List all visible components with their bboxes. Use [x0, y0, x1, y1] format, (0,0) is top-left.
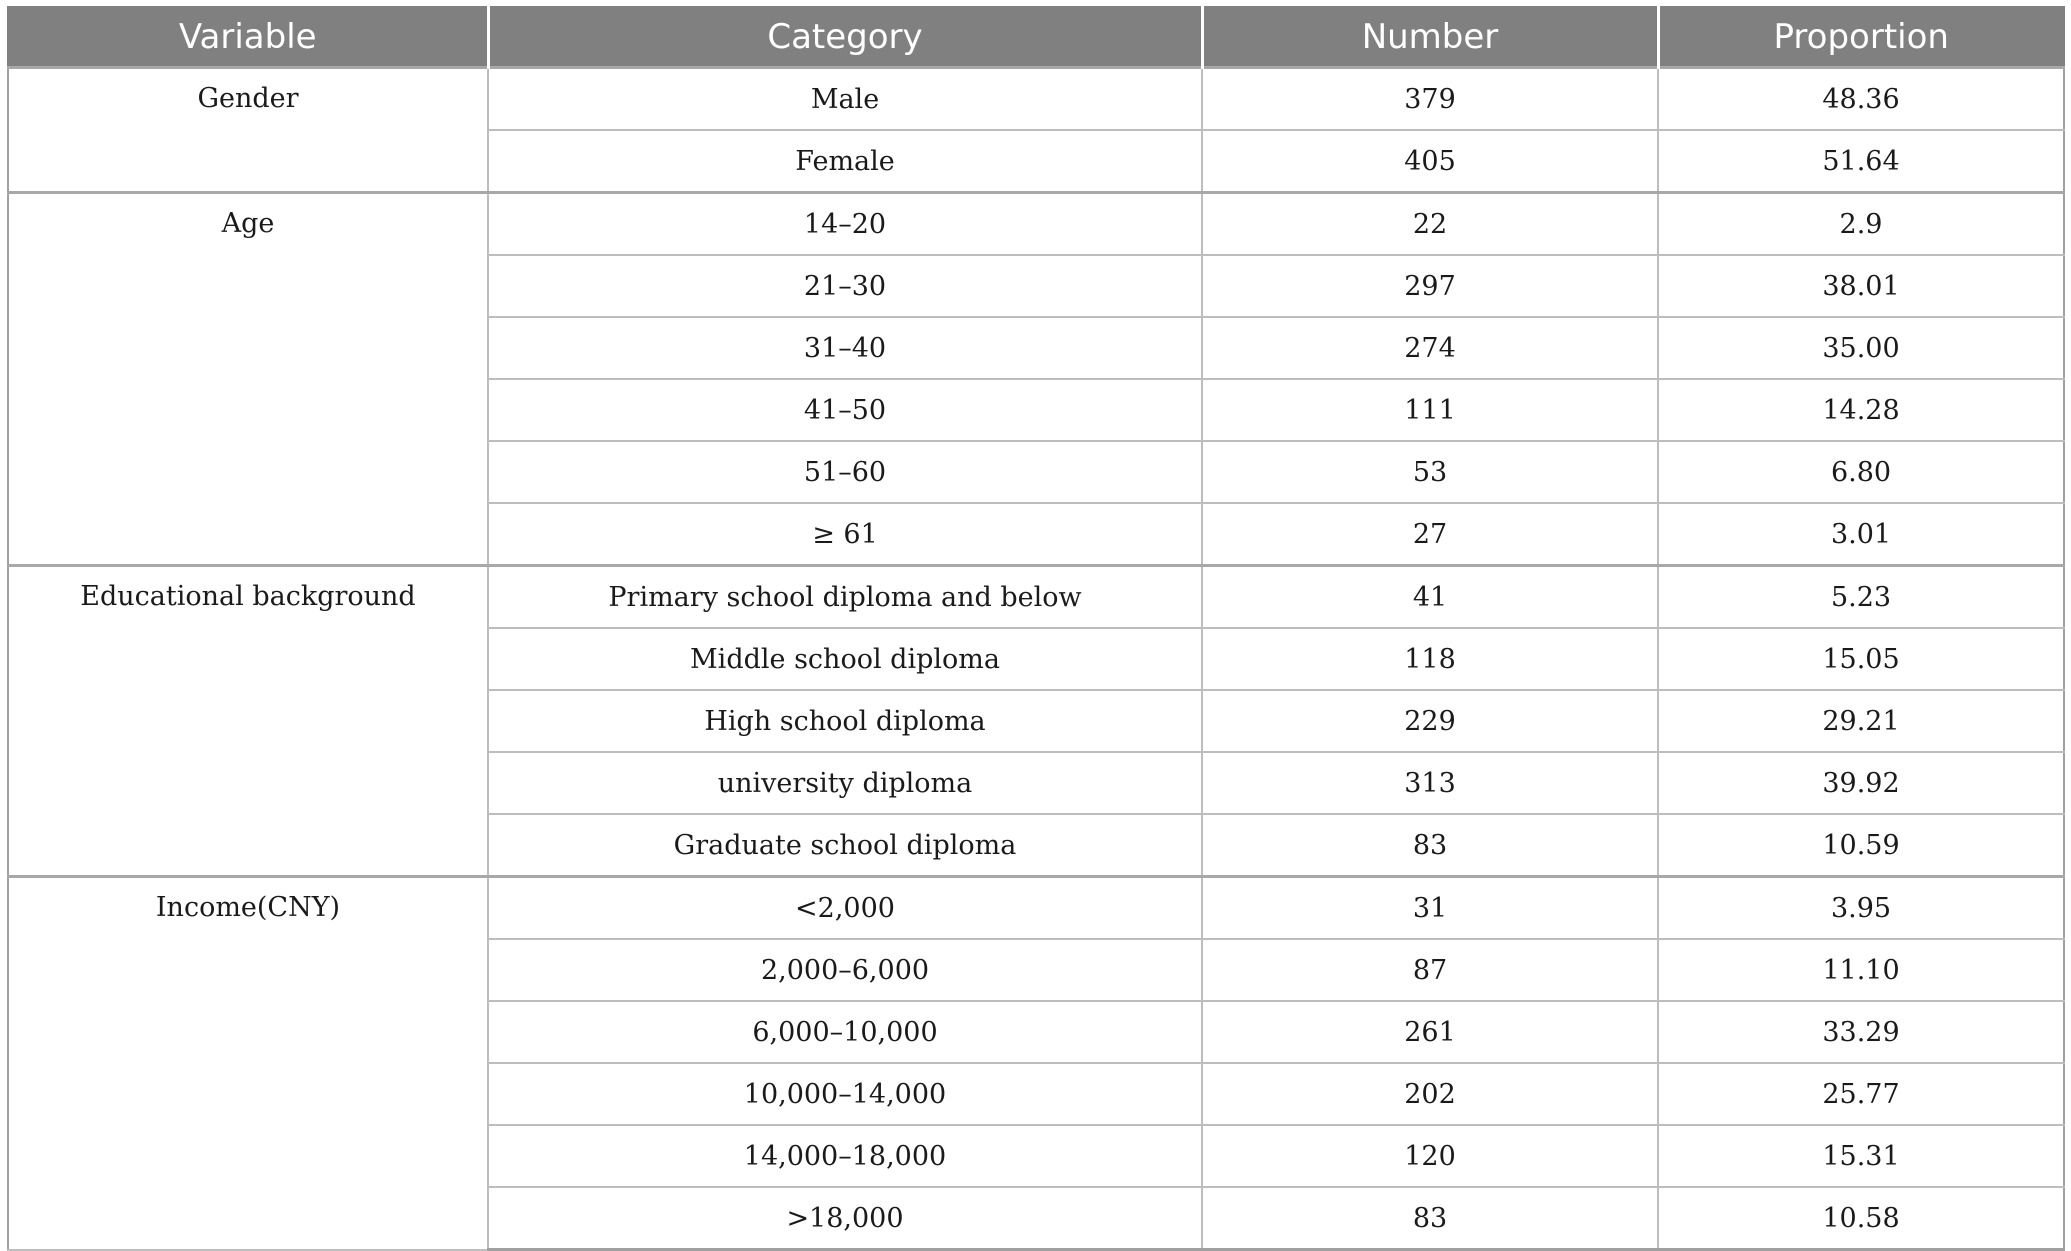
category-cell: ≥ 61: [488, 503, 1202, 566]
number-cell: 313: [1202, 752, 1658, 814]
number-cell: 53: [1202, 441, 1658, 503]
category-cell: 31–40: [488, 317, 1202, 379]
category-cell: 41–50: [488, 379, 1202, 441]
variable-cell-education: Educational background: [8, 566, 488, 877]
category-cell: university diploma: [488, 752, 1202, 814]
demographics-table-container: [7, 6, 2063, 1251]
number-cell: 118: [1202, 628, 1658, 690]
number-cell: 111: [1202, 379, 1658, 441]
category-cell: Middle school diploma: [488, 628, 1202, 690]
number-cell: 120: [1202, 1125, 1658, 1187]
number-cell: 27: [1202, 503, 1658, 566]
variable-cell-income: Income(CNY): [8, 877, 488, 1250]
proportion-cell: 48.36: [1658, 68, 2064, 131]
category-cell: 10,000–14,000: [488, 1063, 1202, 1125]
proportion-cell: 33.29: [1658, 1001, 2064, 1063]
proportion-cell: 10.58: [1658, 1187, 2064, 1250]
number-cell: 229: [1202, 690, 1658, 752]
category-cell: >18,000: [488, 1187, 1202, 1250]
category-cell: Female: [488, 130, 1202, 193]
header-category: Category: [488, 7, 1202, 68]
proportion-cell: 11.10: [1658, 939, 2064, 1001]
table-body: [8, 68, 2064, 1250]
proportion-cell: 39.92: [1658, 752, 2064, 814]
category-cell: 51–60: [488, 441, 1202, 503]
number-cell: 405: [1202, 130, 1658, 193]
category-cell: Male: [488, 68, 1202, 131]
proportion-cell: 35.00: [1658, 317, 2064, 379]
proportion-cell: 29.21: [1658, 690, 2064, 752]
proportion-cell: 3.01: [1658, 503, 2064, 566]
number-cell: 297: [1202, 255, 1658, 317]
number-cell: 261: [1202, 1001, 1658, 1063]
proportion-cell: 10.59: [1658, 814, 2064, 877]
table-row: [8, 193, 2064, 256]
proportion-cell: 51.64: [1658, 130, 2064, 193]
proportion-cell: 15.05: [1658, 628, 2064, 690]
header-number: Number: [1202, 7, 1658, 68]
proportion-cell: 5.23: [1658, 566, 2064, 629]
number-cell: 87: [1202, 939, 1658, 1001]
category-cell: 21–30: [488, 255, 1202, 317]
category-cell: 14,000–18,000: [488, 1125, 1202, 1187]
header-variable: Variable: [8, 7, 488, 68]
number-cell: 22: [1202, 193, 1658, 256]
category-cell: 2,000–6,000: [488, 939, 1202, 1001]
proportion-cell: 3.95: [1658, 877, 2064, 940]
number-cell: 379: [1202, 68, 1658, 131]
table-header: [8, 7, 2064, 68]
variable-cell-gender: Gender: [8, 68, 488, 193]
number-cell: 83: [1202, 1187, 1658, 1250]
proportion-cell: 25.77: [1658, 1063, 2064, 1125]
table-row: [8, 877, 2064, 940]
number-cell: 31: [1202, 877, 1658, 940]
number-cell: 202: [1202, 1063, 1658, 1125]
variable-cell-age: Age: [8, 193, 488, 566]
proportion-cell: 14.28: [1658, 379, 2064, 441]
proportion-cell: 6.80: [1658, 441, 2064, 503]
category-cell: 6,000–10,000: [488, 1001, 1202, 1063]
number-cell: 83: [1202, 814, 1658, 877]
category-cell: Primary school diploma and below: [488, 566, 1202, 629]
number-cell: 41: [1202, 566, 1658, 629]
header-proportion: Proportion: [1658, 7, 2064, 68]
demographics-table: [7, 6, 2065, 1251]
category-cell: <2,000: [488, 877, 1202, 940]
category-cell: 14–20: [488, 193, 1202, 256]
header-row: [8, 7, 2064, 68]
category-cell: High school diploma: [488, 690, 1202, 752]
proportion-cell: 15.31: [1658, 1125, 2064, 1187]
table-row: [8, 566, 2064, 629]
proportion-cell: 2.9: [1658, 193, 2064, 256]
number-cell: 274: [1202, 317, 1658, 379]
proportion-cell: 38.01: [1658, 255, 2064, 317]
table-row: [8, 68, 2064, 131]
category-cell: Graduate school diploma: [488, 814, 1202, 877]
